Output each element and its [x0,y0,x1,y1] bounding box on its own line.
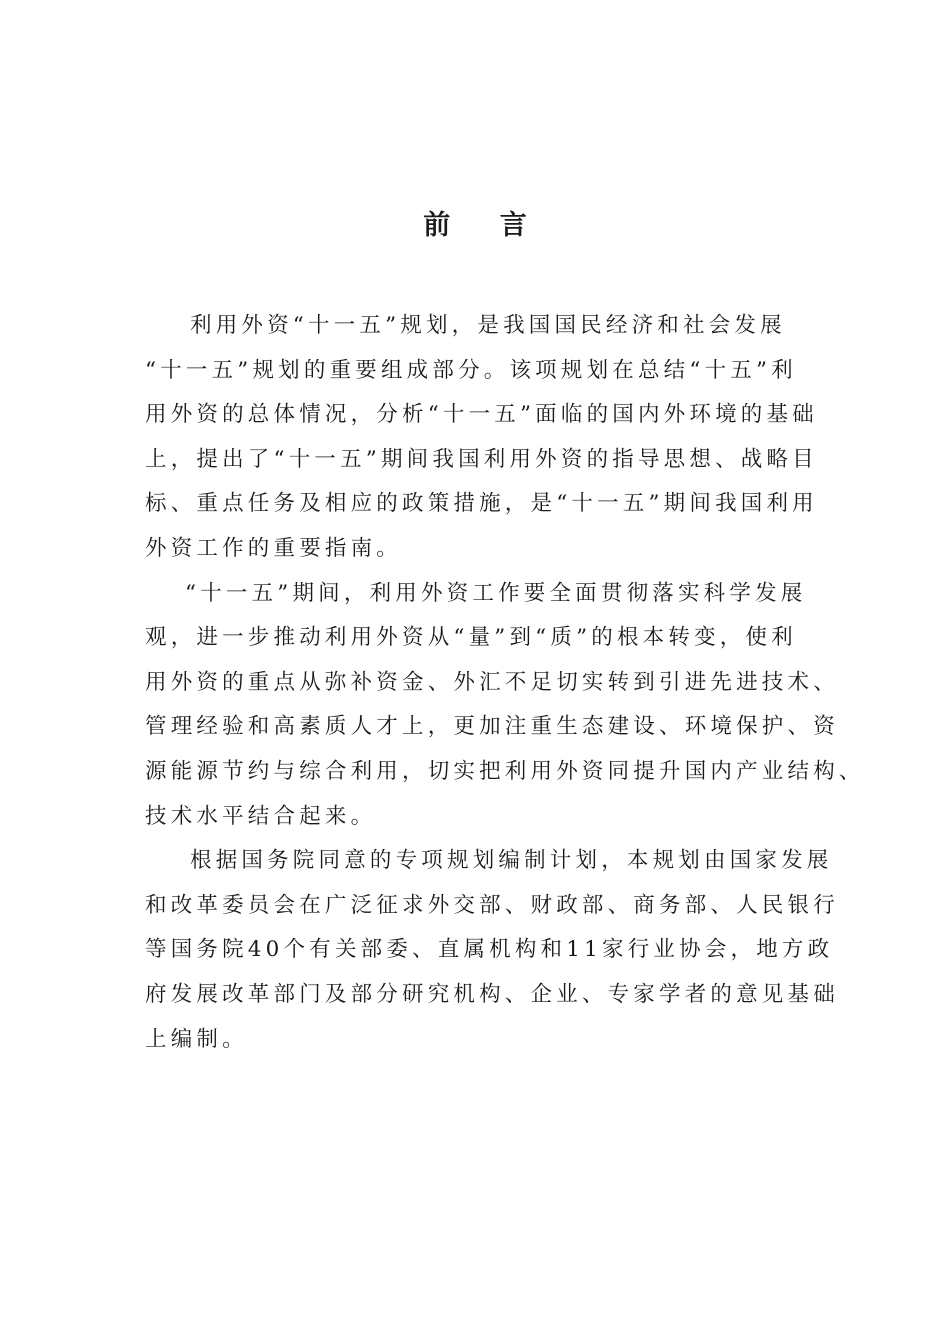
text-line: 管理经验和高素质人才上，更加注重生态建设、环境保护、资 [145,714,839,740]
page-title: 前 言 [423,210,547,241]
text-line: 用外资的总体情况，分析“十一五”面临的国内外环境的基础 [145,402,818,428]
text-line: “十一五”规划的重要组成部分。该项规划在总结“十五”利 [145,357,797,383]
text-line: 根据国务院同意的专项规划编制计划，本规划由国家发展 [190,848,833,874]
text-line: 标、重点任务及相应的政策措施，是“十一五”期间我国利用 [145,491,818,517]
text-line: “十一五”期间，利用外资工作要全面贯彻落实科学发展 [185,580,807,606]
text-line: 源能源节约与综合利用，切实把利用外资同提升国内产业结构、 [145,758,865,784]
text-line: 上，提出了“十一五”期间我国利用外资的指导思想、战略目 [145,446,818,472]
paragraph-2 [145,572,865,840]
text-line: 等国务院40个有关部委、直属机构和11家行业协会，地方政 [145,937,834,963]
paragraph-3 [145,839,839,1062]
text-line: 外资工作的重要指南。 [145,535,403,561]
text-line: 技术水平结合起来。 [145,803,377,829]
text-line: 上编制。 [145,1026,248,1052]
text-line: 利用外资“十一五”规划，是我国国民经济和社会发展 [190,313,786,338]
text-line: 府发展改革部门及部分研究机构、企业、专家学者的意见基础 [145,981,839,1007]
text-line: 和改革委员会在广泛征求外交部、财政部、商务部、人民银行 [145,892,839,918]
text-line: 观，进一步推动利用外资从“量”到“质”的根本转变，使利 [145,625,797,651]
text-line: 用外资的重点从弥补资金、外汇不足切实转到引进先进技术、 [145,669,839,695]
document-body [145,304,865,1062]
paragraph-1 [145,304,835,572]
